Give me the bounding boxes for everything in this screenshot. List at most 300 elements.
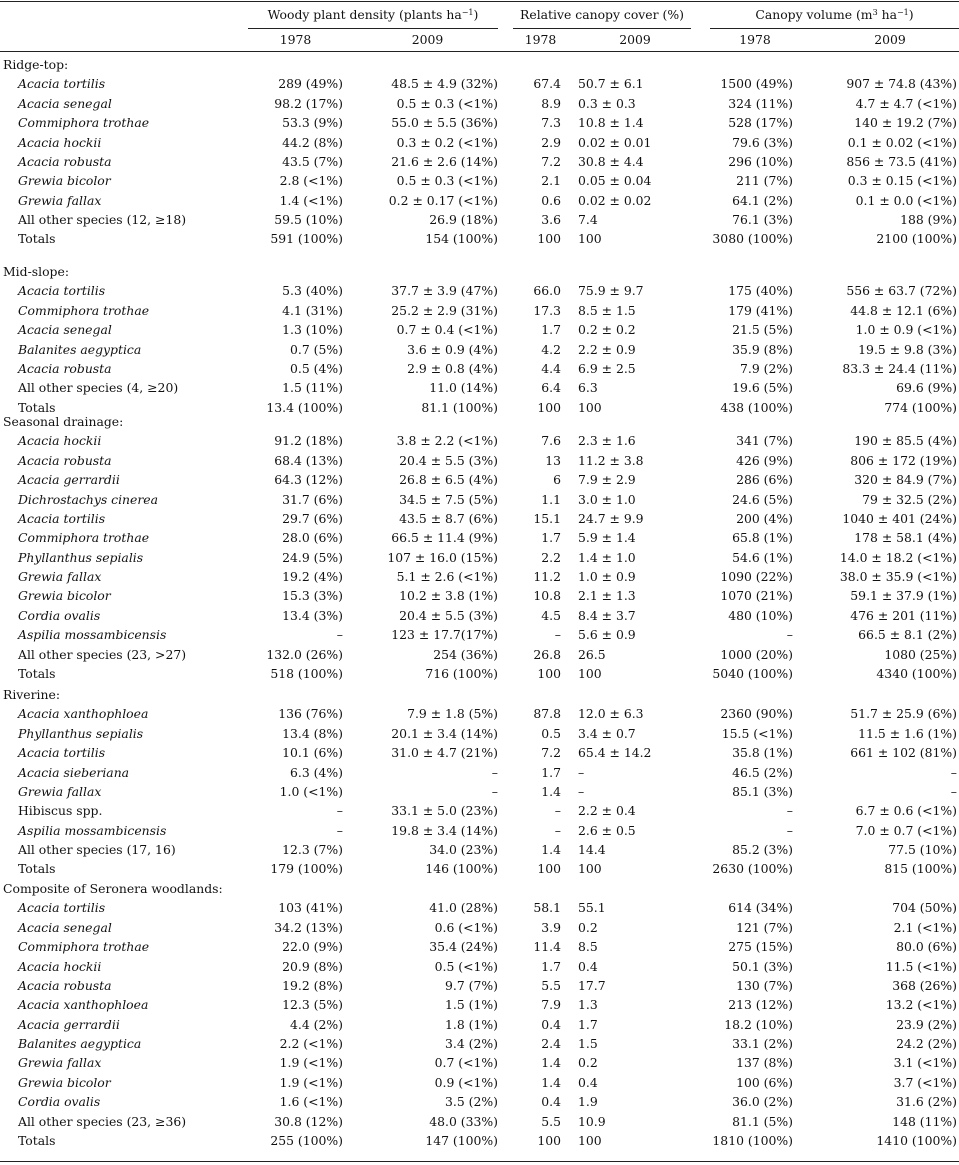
section-title: Riverine: (3, 687, 60, 702)
table-cell: 20.9 (8%) (282, 958, 343, 974)
table-cell: 5.3 (40%) (282, 283, 343, 299)
table-cell: 154 (100%) (425, 231, 498, 247)
table-cell: 0.5 (4%) (290, 360, 343, 376)
table-cell: 0.5 ± 0.3 (<1%) (396, 95, 498, 111)
table-cell: 33.1 ± 5.0 (23%) (391, 803, 498, 819)
table-cell: 704 (50%) (892, 900, 957, 916)
table-cell: 4.2 (541, 341, 561, 357)
table-cell: 35.8 (1%) (732, 745, 793, 761)
table-cell: 38.0 ± 35.9 (<1%) (839, 569, 957, 584)
species-name: Balanites aegyptica (18, 1036, 142, 1051)
table-cell: 83.3 ± 24.4 (11%) (842, 360, 957, 376)
table-cell: 100 (578, 1132, 602, 1148)
table-cell: 6.3 (578, 380, 598, 396)
species-name: Acacia hockii (18, 134, 102, 150)
table-cell: 2.2 ± 0.9 (578, 341, 636, 357)
table-cell: 23.9 (2%) (896, 1016, 957, 1032)
table-cell: 2.9 ± 0.8 (4%) (407, 360, 498, 376)
table-cell: 3.4 ± 0.7 (578, 725, 636, 741)
table-cell: 31.7 (6%) (282, 491, 343, 507)
species-name: All other species (17, 16) (18, 842, 176, 857)
table-cell: 12.3 (5%) (282, 997, 343, 1013)
table-cell: 11.5 (<1%) (885, 958, 957, 974)
species-name: Balanites aegyptica (18, 341, 142, 357)
table-cell: 20.4 ± 5.5 (3%) (399, 607, 498, 623)
table-cell: 34.0 (23%) (429, 842, 498, 857)
table-cell: 1.5 (578, 1036, 598, 1051)
cover-underline (513, 28, 691, 29)
species-name: Totals (18, 861, 56, 877)
table-cell: 2.4 (541, 1036, 561, 1051)
table-cell: 17.3 (533, 302, 561, 318)
table-cell: 15.5 (<1%) (721, 725, 793, 741)
header-cover (513, 7, 691, 23)
table-cell: 85.1 (3%) (732, 783, 793, 799)
species-name: All other species (4, ≥20) (18, 380, 179, 396)
table-cell: 44.8 ± 12.1 (6%) (850, 302, 957, 318)
table-cell: 121 (7%) (736, 919, 793, 935)
year-header: 1978 (739, 32, 771, 47)
table-cell: 1.9 (<1%) (279, 1074, 343, 1090)
bottom-rule (0, 1161, 959, 1162)
table-cell: 3.9 (541, 919, 561, 935)
table-cell: 8.5 (578, 939, 598, 955)
table-cell: 137 (8%) (736, 1055, 793, 1071)
table-cell: 80.0 (6%) (896, 939, 957, 955)
table-cell: 66.5 ± 11.4 (9%) (391, 530, 498, 546)
species-name: Grewia bicolor (18, 588, 111, 604)
table-cell: 35.4 (24%) (429, 939, 498, 955)
table-cell: 11.2 ± 3.8 (578, 452, 644, 468)
table-cell: 3.6 ± 0.9 (4%) (407, 341, 498, 357)
table-cell: 36.0 (2%) (732, 1094, 793, 1110)
table-cell: 518 (100%) (270, 665, 343, 681)
table-cell: 1070 (21%) (720, 588, 793, 604)
table-cell: 2.1 ± 1.3 (578, 588, 636, 604)
species-name: Hibiscus spp. (18, 803, 103, 819)
table-cell: 5.1 ± 2.6 (<1%) (396, 569, 498, 584)
table-cell: 0.6 (<1%) (434, 919, 498, 935)
table-cell: 1080 (25%) (884, 646, 957, 662)
table-cell: 7.9 (541, 997, 561, 1013)
table-cell: 3.4 (2%) (445, 1036, 498, 1051)
species-name: Acacia xanthophloea (18, 706, 149, 722)
table-cell: 140 ± 19.2 (7%) (854, 115, 957, 131)
table-cell: – (491, 783, 498, 799)
table-cell: – (554, 822, 561, 838)
year-header: 2009 (874, 32, 906, 47)
table-cell: 806 ± 172 (19%) (850, 452, 957, 468)
table-cell: 4.1 (31%) (282, 302, 343, 318)
table-cell: 5040 (100%) (712, 665, 793, 681)
table-cell: 68.4 (13%) (274, 452, 343, 468)
table-cell: 64.1 (2%) (732, 192, 793, 208)
table-cell: 100 (537, 861, 561, 877)
table-cell: 123 ± 17.7(17%) (391, 627, 498, 643)
table-cell: 10.8 (533, 588, 561, 604)
table-cell: 11.2 (533, 569, 561, 584)
table-cell: 1.4 (541, 1074, 561, 1090)
table-cell: 59.5 (10%) (274, 212, 343, 227)
table-cell: 0.05 ± 0.04 (578, 173, 652, 189)
table-cell: 79.6 (3%) (732, 134, 793, 150)
table-cell: 10.2 ± 3.8 (1%) (399, 588, 498, 604)
table-cell: 30.8 ± 4.4 (578, 153, 644, 169)
table-cell: 25.2 ± 2.9 (31%) (391, 302, 498, 318)
table-cell: 1.8 (1%) (445, 1016, 498, 1032)
table-cell: 438 (100%) (720, 399, 793, 415)
table-cell: 132.0 (26%) (266, 646, 343, 662)
table-cell: 48.5 ± 4.9 (32%) (391, 76, 498, 92)
table-cell: 11.5 ± 1.6 (1%) (858, 725, 957, 741)
table-cell: 100 (578, 399, 602, 415)
table-cell: 2630 (100%) (712, 861, 793, 877)
species-name: Grewia bicolor (18, 173, 111, 189)
species-name: Acacia senegal (18, 95, 112, 111)
table-cell: 368 (26%) (892, 977, 957, 993)
table-cell: – (786, 627, 793, 643)
table-cell: 13.4 (100%) (266, 399, 343, 415)
species-name: Aspilia mossambicensis (18, 822, 167, 838)
species-name: Acacia robusta (18, 977, 112, 993)
table-cell: 1.7 (541, 530, 561, 546)
table-cell: 1.0 ± 0.9 (<1%) (855, 322, 957, 338)
table-cell: 275 (15%) (728, 939, 793, 955)
table-cell: 14.0 ± 18.2 (<1%) (839, 549, 957, 565)
table-cell: 26.5 (578, 646, 606, 662)
table-cell: – (554, 803, 561, 819)
table-cell: 2.6 ± 0.5 (578, 822, 636, 838)
species-name: All other species (23, >27) (18, 646, 187, 662)
table-cell: 2.2 ± 0.4 (578, 803, 636, 819)
table-cell: 1500 (49%) (720, 76, 793, 92)
table-cell: 0.4 (578, 958, 598, 974)
table-cell: 0.3 ± 0.3 (578, 95, 636, 111)
table-cell: 211 (7%) (736, 173, 793, 189)
table-cell: 254 (36%) (433, 646, 498, 662)
table-cell: 147 (100%) (425, 1132, 498, 1148)
table-cell: 1.4 ± 1.0 (578, 549, 636, 565)
table-cell: 0.2 (578, 919, 598, 935)
species-name: Totals (18, 1132, 56, 1148)
table-cell: 66.0 (533, 283, 561, 299)
species-name: Phyllanthus sepialis (18, 549, 144, 565)
table-cell: 7.2 (541, 745, 561, 761)
species-name: Acacia robusta (18, 360, 112, 376)
table-cell: 66.5 ± 8.1 (2%) (858, 627, 957, 643)
species-name: Acacia robusta (18, 153, 112, 169)
table-cell: 907 ± 74.8 (43%) (846, 76, 957, 92)
table-cell: 1410 (100%) (876, 1132, 957, 1148)
table-cell: 5.9 ± 1.4 (578, 530, 636, 546)
table-cell: 13.4 (3%) (282, 607, 343, 623)
table-cell: – (336, 822, 343, 838)
header-rule (0, 51, 959, 52)
table-cell: 0.3 ± 0.15 (<1%) (847, 173, 957, 189)
table-cell: 5.6 ± 0.9 (578, 627, 636, 643)
table-cell: 51.7 ± 25.9 (6%) (850, 706, 957, 722)
table-cell: 716 (100%) (425, 665, 498, 681)
species-name: Totals (18, 231, 56, 247)
header-volume-label: Canopy volume (m (755, 7, 873, 22)
table-cell: 100 (537, 1132, 561, 1148)
table-cell: – (578, 783, 585, 799)
table-cell: 10.1 (6%) (282, 745, 343, 761)
section-title: Composite of Seronera woodlands: (3, 881, 223, 896)
table-cell: 1.7 (541, 322, 561, 338)
table-cell: 6.7 ± 0.6 (<1%) (855, 803, 957, 819)
table-cell: 2.3 ± 1.6 (578, 433, 636, 449)
table-cell: 6 (553, 472, 561, 488)
table-cell: 34.2 (13%) (274, 919, 343, 935)
table-cell: 85.2 (3%) (732, 842, 793, 857)
table-cell: 50.1 (3%) (732, 958, 793, 974)
table-cell: 1.1 (541, 491, 561, 507)
table-cell: 22.0 (9%) (282, 939, 343, 955)
table-cell: 856 ± 73.5 (41%) (846, 153, 957, 169)
table-cell: 1.0 ± 0.9 (578, 569, 636, 584)
table-cell: 2.1 (541, 173, 561, 189)
section-title: Seasonal drainage: (3, 414, 124, 429)
table-cell: 21.6 ± 2.6 (14%) (391, 153, 498, 169)
table-cell: 65.8 (1%) (732, 530, 793, 546)
table-cell: 26.8 (533, 646, 561, 662)
species-name: Acacia xanthophloea (18, 997, 149, 1013)
table-cell: 480 (10%) (728, 607, 793, 623)
header-density-label: Woody plant density (plants ha (267, 7, 462, 22)
species-name: Acacia hockii (18, 433, 102, 449)
table-cell: 8.4 ± 3.7 (578, 607, 636, 623)
species-name: Phyllanthus sepialis (18, 725, 144, 741)
species-name: Acacia tortilis (18, 283, 106, 299)
table-cell: 426 (9%) (736, 452, 793, 468)
table-cell: 7.0 ± 0.7 (<1%) (855, 822, 957, 838)
table-cell: 100 (578, 665, 602, 681)
table-cell: 26.9 (18%) (429, 212, 498, 227)
table-cell: 3.0 ± 1.0 (578, 491, 636, 507)
table-cell: 31.6 (2%) (896, 1094, 957, 1110)
table-cell: 1090 (22%) (720, 569, 793, 584)
table-cell: 18.2 (10%) (724, 1016, 793, 1032)
table-cell: 0.3 ± 0.2 (<1%) (396, 134, 498, 150)
table-cell: – (554, 627, 561, 643)
header-density-sup: −1 (461, 8, 474, 17)
table-cell: 179 (41%) (728, 302, 793, 318)
table-cell: 0.5 (<1%) (434, 958, 498, 974)
table-cell: 33.1 (2%) (732, 1036, 793, 1051)
table-cell: 87.8 (533, 706, 561, 722)
table-cell: 81.1 (100%) (421, 399, 498, 415)
table-cell: 4340 (100%) (876, 665, 957, 681)
table-cell: 20.1 ± 3.4 (14%) (391, 725, 498, 741)
table-cell: 12.0 ± 6.3 (578, 706, 644, 722)
species-name: Acacia senegal (18, 919, 112, 935)
species-name: Acacia hockii (18, 958, 102, 974)
table-cell: 50.7 ± 6.1 (578, 76, 644, 92)
table-cell: 614 (34%) (728, 900, 793, 916)
table-cell: 0.4 (578, 1074, 598, 1090)
year-header: 2009 (411, 32, 444, 47)
table-cell: 0.7 (5%) (290, 341, 343, 357)
table-cell: 9.7 (7%) (445, 977, 498, 993)
section-title: Mid-slope: (3, 264, 69, 279)
table-cell: 2.1 (<1%) (893, 919, 957, 935)
table-cell: – (336, 803, 343, 819)
table-cell: 79 ± 32.5 (2%) (862, 491, 957, 507)
table-cell: 1.9 (578, 1094, 598, 1110)
table-cell: – (336, 627, 343, 643)
species-name: Commiphora trothae (18, 115, 150, 131)
year-header: 1978 (524, 32, 557, 47)
table-cell: 65.4 ± 14.2 (578, 745, 652, 761)
table-cell: 28.0 (6%) (282, 530, 343, 546)
table-cell: 2.8 (<1%) (279, 173, 343, 189)
table-cell: 64.3 (12%) (274, 472, 343, 488)
table-cell: 43.5 (7%) (282, 153, 343, 169)
table-cell: 289 (49%) (278, 76, 343, 92)
table-cell: 6.9 ± 2.5 (578, 360, 636, 376)
table-cell: 476 ± 201 (11%) (850, 607, 957, 623)
table-cell: 3.1 (<1%) (893, 1055, 957, 1071)
table-cell: 0.5 (541, 725, 561, 741)
table-cell: 100 (578, 861, 602, 877)
table-cell: 7.2 (541, 153, 561, 169)
table-cell: 0.6 (541, 192, 561, 208)
species-name: Acacia sieberiana (18, 764, 130, 780)
year-header: 1978 (279, 32, 312, 47)
table-cell: 774 (100%) (884, 399, 957, 415)
header-volume-sup2: −1 (896, 8, 909, 17)
table-cell: 15.3 (3%) (282, 588, 343, 604)
table-cell: – (786, 803, 793, 819)
table-cell: 0.02 ± 0.01 (578, 134, 652, 150)
species-name: Cordia ovalis (18, 1094, 101, 1110)
table-cell: 43.5 ± 8.7 (6%) (399, 510, 498, 526)
table-cell: 2.2 (541, 549, 561, 565)
table-cell: 2360 (90%) (720, 706, 793, 722)
table-cell: 8.9 (541, 95, 561, 111)
table-cell: 91.2 (18%) (274, 433, 343, 449)
table-cell: 11.4 (533, 939, 561, 955)
table-cell: – (786, 822, 793, 838)
table-cell: – (950, 764, 957, 780)
species-name: Grewia bicolor (18, 1074, 111, 1090)
species-name: All other species (23, ≥36) (18, 1113, 187, 1129)
table-cell: 2100 (100%) (876, 231, 957, 247)
table-cell: 190 ± 85.5 (4%) (854, 433, 957, 449)
species-name: Acacia tortilis (18, 900, 106, 916)
table-cell: 3.5 (2%) (445, 1094, 498, 1110)
table-cell: 1.7 (578, 1016, 598, 1032)
table-cell: 7.9 ± 1.8 (5%) (407, 706, 498, 722)
table-cell: 815 (100%) (884, 861, 957, 877)
table-cell: 1.7 (541, 764, 561, 780)
table-cell: 35.9 (8%) (732, 341, 793, 357)
table-cell: 1.7 (541, 958, 561, 974)
table-cell: 13 (545, 452, 561, 468)
table-cell: 30.8 (12%) (274, 1113, 343, 1129)
table-cell: 7.6 (541, 433, 561, 449)
header-density (248, 7, 498, 23)
table-cell: 31.0 ± 4.7 (21%) (391, 745, 498, 761)
table-cell: 591 (100%) (270, 231, 343, 247)
table-cell: 0.7 (<1%) (434, 1055, 498, 1071)
top-rule (0, 1, 959, 2)
table-cell: 4.4 (2%) (290, 1016, 343, 1032)
species-name: Totals (18, 399, 56, 415)
table-cell: 41.0 (28%) (429, 900, 498, 916)
table-cell: 341 (7%) (736, 433, 793, 449)
table-cell: 324 (11%) (728, 95, 793, 111)
table-cell: 75.9 ± 9.7 (578, 283, 644, 299)
species-name: Acacia robusta (18, 452, 112, 468)
table-cell: 14.4 (578, 842, 606, 857)
table-cell: 0.5 ± 0.3 (<1%) (396, 173, 498, 189)
table-cell: 255 (100%) (270, 1132, 343, 1148)
species-name: Acacia tortilis (18, 745, 106, 761)
table-cell: 48.0 (33%) (429, 1113, 498, 1129)
species-name: Grewia fallax (18, 783, 102, 799)
table-cell: 24.9 (5%) (282, 549, 343, 565)
table-cell: 0.7 ± 0.4 (<1%) (396, 322, 498, 338)
table-cell: 0.02 ± 0.02 (578, 192, 652, 208)
table-cell: 59.1 ± 37.9 (1%) (850, 588, 957, 604)
table-cell: 13.4 (8%) (282, 725, 343, 741)
header-volume-tail2: ) (908, 7, 914, 22)
table-cell: 286 (6%) (736, 472, 793, 488)
table-cell: 103 (41%) (278, 900, 343, 916)
table-cell: 12.3 (7%) (282, 842, 343, 857)
table-cell: 0.1 ± 0.02 (<1%) (847, 134, 957, 150)
species-name: Commiphora trothae (18, 939, 150, 955)
table-cell: 0.4 (541, 1094, 561, 1110)
table-cell: 3.6 (541, 212, 561, 227)
table-cell: – (578, 764, 585, 780)
table-cell: 5.5 (541, 977, 561, 993)
header-volume (710, 7, 959, 23)
density-underline (248, 28, 498, 29)
table-cell: 17.7 (578, 977, 606, 993)
table-cell: 0.9 (<1%) (434, 1074, 498, 1090)
species-name: Cordia ovalis (18, 607, 101, 623)
table-cell: 11.0 (14%) (429, 380, 498, 396)
table-cell: 7.9 (2%) (740, 360, 793, 376)
section-title: Ridge-top: (3, 57, 69, 72)
table-cell: 4.7 ± 4.7 (<1%) (855, 95, 957, 111)
table-cell: 98.2 (17%) (274, 95, 343, 111)
table-cell: 7.9 ± 2.9 (578, 472, 636, 488)
table-cell: 29.7 (6%) (282, 510, 343, 526)
table-cell: 10.9 (578, 1113, 606, 1129)
table-cell: 46.5 (2%) (732, 764, 793, 780)
table-cell: 4.5 (541, 607, 561, 623)
table-cell: 1.4 (541, 842, 561, 857)
species-name: Acacia tortilis (18, 76, 106, 92)
table-cell: 6.3 (4%) (290, 764, 343, 780)
table-cell: 34.5 ± 7.5 (5%) (399, 491, 498, 507)
table-cell: 3.8 ± 2.2 (<1%) (396, 433, 498, 449)
table-cell: 76.1 (3%) (732, 212, 793, 227)
table-cell: 0.4 (541, 1016, 561, 1032)
species-name: Aspilia mossambicensis (18, 627, 167, 643)
table-cell: 81.1 (5%) (732, 1113, 793, 1129)
table-cell: 5.5 (541, 1113, 561, 1129)
table-cell: 55.0 ± 5.5 (36%) (391, 115, 498, 131)
table-cell: 200 (4%) (736, 510, 793, 526)
table-cell: 19.6 (5%) (732, 380, 793, 396)
table-cell: 100 (578, 231, 602, 247)
table-cell: 69.6 (9%) (896, 380, 957, 396)
